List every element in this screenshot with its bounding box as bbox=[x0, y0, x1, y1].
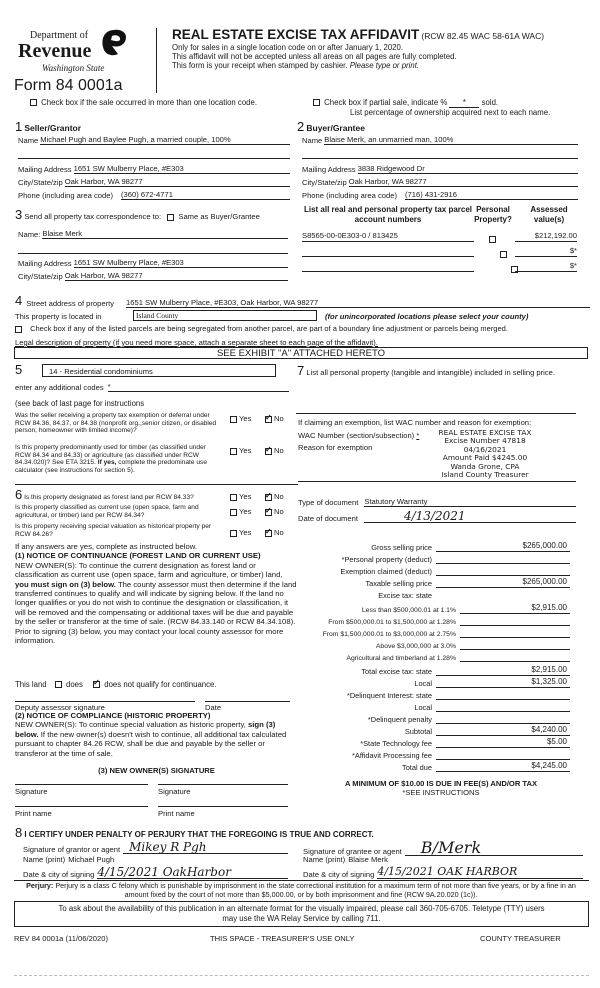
owner-print-label-1: Print name bbox=[15, 809, 52, 818]
treasurer-use-only: THIS SPACE - TREASURER'S USE ONLY bbox=[210, 934, 355, 943]
s5-q1-no-label: No bbox=[274, 414, 284, 423]
grantee-signature-field[interactable]: B/Merk bbox=[405, 841, 583, 856]
logo-line2: Revenue bbox=[18, 40, 92, 62]
notice1-text-b: The county assessor must then determine if the land transferred continues to qualify and will indicate by signing below. If the land no longer qualifies or you do not wish to continue the designation or classification, it will be removed and the compensating or additional taxes will be due and payable by the seller or transferor at the time of sale. (RCW 84.33.140 or RCW 84.34.108). Prior to signing (3) below, you may contact your local county assessor for more information. bbox=[15, 579, 297, 646]
grantor-date-field[interactable]: 4/15/2021 OakHarbor bbox=[97, 866, 288, 879]
same-as-buyer-label: Same as Buyer/Grantee bbox=[178, 212, 260, 221]
land-does-label: does bbox=[65, 680, 83, 689]
s6-q1-no-checkbox[interactable] bbox=[265, 494, 272, 501]
land-does-checkbox[interactable] bbox=[55, 681, 62, 688]
section-2-number: 2 bbox=[297, 119, 305, 134]
land-does-not-checkbox[interactable] bbox=[93, 681, 100, 688]
tax-label-delinq-local: Local bbox=[414, 703, 432, 712]
tax-value-delinq-penalty[interactable] bbox=[436, 713, 570, 724]
tax-value-exemption[interactable] bbox=[436, 565, 570, 576]
buyer-name-field[interactable]: Blaise Merk, an unmarried man, 100% bbox=[324, 135, 578, 145]
seller-name-field[interactable]: Michael Pugh and Baylee Pugh, a married couple, 100% bbox=[40, 135, 290, 145]
tax-label-bracket1: Less than $500,000.01 at 1.1% bbox=[361, 607, 456, 614]
section-6-number: 6 bbox=[15, 487, 23, 502]
partial-sale-percent-field[interactable]: * bbox=[449, 98, 479, 108]
seller-city-label: City/State/zip bbox=[18, 178, 63, 187]
header-sub3: This form is your receipt when stamped by cashier. bbox=[172, 61, 348, 70]
personal-property-list-label: List all personal property (tangible and intangible) included in selling price. bbox=[306, 368, 555, 377]
stamp-line-1: Excise Number 47818 bbox=[444, 436, 526, 446]
owner-signature-line-2[interactable] bbox=[158, 784, 288, 785]
tax-value-processing-fee[interactable] bbox=[436, 749, 570, 760]
grantor-name-label: Name (print) bbox=[23, 855, 66, 864]
notice2-text-b: If the new owner(s) doesn't wish to continue, all additional tax calculated pursuant to chapter 84.26 RCW, shall be due and payable by the seller or transferor at the time of sale. bbox=[15, 729, 287, 758]
multi-location-label: Check box if the sale occurred in more than one location code. bbox=[41, 98, 258, 107]
s6-q1-yes-checkbox[interactable] bbox=[230, 494, 237, 501]
corr-name-field[interactable]: Blaise Merk bbox=[42, 229, 288, 239]
wac-number-label: WAC Number (section/subsection) bbox=[298, 431, 415, 440]
tax-value-delinq-state[interactable] bbox=[436, 689, 570, 700]
tax-value-tech-fee[interactable]: $5.00 bbox=[436, 737, 570, 748]
s5-q2-bold: If yes, bbox=[97, 459, 117, 467]
s5-q2-no-label: No bbox=[274, 446, 284, 455]
buyer-city-field[interactable]: Oak Harbor, WA 98277 bbox=[349, 177, 578, 187]
alt-format-box: To ask about the availability of this publication in an alternate format for the visually impaired, please call 360-705-6705. Teletype (TTY) users may use the WA Relay Service by calling 711. bbox=[14, 901, 589, 927]
personal-property-checkbox-0[interactable] bbox=[489, 236, 496, 243]
tax-value-total-due[interactable]: $4,245.00 bbox=[436, 761, 570, 772]
s6-q2-no-checkbox[interactable] bbox=[265, 509, 272, 516]
land-does-not-label: does not qualify for continuance. bbox=[104, 680, 217, 689]
owner-print-label-2: Print name bbox=[158, 809, 195, 818]
certify-statement: I CERTIFY UNDER PENALTY OF PERJURY THAT THE FOREGOING IS TRUE AND CORRECT. bbox=[24, 830, 374, 839]
s6-q1-yes-label: Yes bbox=[239, 492, 252, 501]
assessed-value-1[interactable]: $* bbox=[515, 246, 577, 257]
notice1-text-a: NEW OWNER(S): To continue the current designation as forest land or classification as current use (open space, farm and agriculture, or timber) land, bbox=[15, 560, 283, 580]
partial-sale-suffix: sold. bbox=[481, 98, 499, 107]
county-treasurer: COUNTY TREASURER bbox=[480, 934, 561, 943]
buyer-heading: Buyer/Grantee bbox=[306, 123, 365, 133]
stamp-line-4: Wanda Grone, CPA bbox=[450, 461, 520, 471]
section-5-number: 5 bbox=[15, 362, 23, 377]
notice3-title: (3) NEW OWNER(S) SIGNATURE bbox=[98, 766, 215, 775]
dor-logo bbox=[18, 28, 133, 83]
doc-type-label: Type of document bbox=[298, 498, 359, 507]
form-title-ref: (RCW 82.45 WAC 58-61A WAC) bbox=[421, 31, 545, 41]
s6-q2-no-label: No bbox=[274, 507, 284, 516]
s5-q1-text: Was the seller receiving a property tax exemption or deferral under RCW 84.36, 84.37, or 84.38 (nonprofit org.,senior citizen, or disabled person, homeowner with limited income)? bbox=[15, 412, 217, 435]
notice1-bold: you must sign on (3) below. bbox=[15, 579, 116, 589]
s6-q2-yes-label: Yes bbox=[239, 507, 252, 516]
corr-mail-label: Mailing Address bbox=[18, 259, 72, 268]
grantor-signature-field[interactable]: Mikey R Pgh bbox=[123, 841, 288, 854]
land-use-code-select[interactable]: 14 - Residential condominiums bbox=[42, 364, 276, 377]
s7-divider bbox=[296, 413, 576, 414]
legal-description-field[interactable]: SEE EXHIBIT "A" ATTACHED HERETO bbox=[14, 347, 588, 359]
deputy-date-line[interactable] bbox=[205, 701, 290, 702]
ownership-note: List percentage of ownership acquired next to each name. bbox=[350, 108, 551, 117]
tax-label-tech-fee: *State Technology fee bbox=[360, 739, 432, 748]
grantee-date-label: Date & city of signing bbox=[303, 870, 375, 879]
wac-number-field[interactable]: * bbox=[416, 431, 420, 440]
section-7-number: 7 bbox=[297, 363, 305, 378]
county-select[interactable]: Island County bbox=[133, 310, 317, 321]
header-divider bbox=[156, 28, 157, 93]
tax-label-taxable: Taxable selling price bbox=[365, 579, 432, 588]
parcel-col-accounts: List all real and personal property tax parcel account numbers bbox=[303, 205, 473, 224]
buyer-mail-label: Mailing Address bbox=[302, 165, 356, 174]
owner-print-line-2[interactable] bbox=[158, 806, 288, 807]
grantee-signature-label: Signature of grantee or agent bbox=[303, 847, 402, 856]
tax-label-delinq-state: *Delinquent Interest: state bbox=[346, 691, 432, 700]
s6-q2-text: Is this property classified as current use (open space, farm and agricultural, or timber) land per RCW 84.34? bbox=[15, 504, 199, 519]
tax-label-personal: *Personal property (deduct) bbox=[341, 555, 432, 564]
owner-print-line-1[interactable] bbox=[15, 806, 148, 807]
s5-q2-yes-label: Yes bbox=[239, 446, 252, 455]
corr-mail-field[interactable]: 1651 SW Mulberry Place, #E303 bbox=[74, 258, 288, 268]
corr-city-label: City/State/zip bbox=[18, 272, 63, 281]
perjury-text: Perjury is a class C felony which is punishable by imprisonment in the state correctional institution for a maximum term of not more than five years, or by a fine in an amount fixed by the court of not more than $5,000.00, or by both imprisonment and fine (RCW 9A.20.020 (1c)). bbox=[55, 881, 576, 899]
tax-value-agricultural[interactable] bbox=[460, 651, 570, 662]
tax-value-bracket4[interactable] bbox=[460, 639, 570, 650]
stamp-line-3: Amount Paid $4245.00 bbox=[442, 453, 528, 463]
owner-signature-label-1: Signature bbox=[15, 787, 48, 796]
s5-q2-tail: complete the predominate use calculator (see instructions for section 5). bbox=[15, 459, 208, 474]
stamp-line-0: REAL ESTATE EXCISE TAX bbox=[438, 428, 532, 437]
stamp-line-2: 04/16/2021 bbox=[463, 444, 507, 454]
seller-phone-field[interactable]: (360) 672-4771 bbox=[121, 190, 290, 200]
section-1-number: 1 bbox=[15, 119, 23, 134]
tax-label-gross: Gross selling price bbox=[371, 543, 432, 552]
same-as-buyer-checkbox[interactable] bbox=[167, 214, 174, 221]
exemption-reason-label: Reason for exemption bbox=[298, 443, 373, 452]
s5-q1-yes-label: Yes bbox=[239, 414, 252, 423]
tax-label-exemption: Exemption claimed (deduct) bbox=[340, 567, 432, 576]
buyer-phone-label: Phone (including area code) bbox=[302, 191, 397, 200]
corr-name-label: Name: bbox=[18, 230, 41, 239]
this-land-label: This land bbox=[15, 680, 47, 689]
owner-signature-line-1[interactable] bbox=[15, 784, 148, 785]
parcel-account-1[interactable] bbox=[302, 246, 474, 257]
tax-value-subtotal[interactable]: $4,240.00 bbox=[436, 725, 570, 736]
doc-date-field[interactable]: 4/13/2021 bbox=[364, 510, 576, 523]
tax-value-delinq-local[interactable] bbox=[436, 701, 570, 712]
notice1-title: (1) NOTICE OF CONTINUANCE (FOREST LAND OR CURRENT USE) bbox=[15, 551, 261, 561]
dor-swirl-icon bbox=[98, 28, 130, 58]
if-any-yes: If any answers are yes, complete as instructed below. bbox=[15, 542, 198, 551]
assessed-value-2[interactable]: $* bbox=[515, 261, 577, 272]
grantor-name-field[interactable]: Michael Pugh bbox=[68, 855, 115, 864]
header-sub1: Only for sales in a single location code on or after January 1, 2020. bbox=[172, 43, 404, 52]
s6-q3-yes-checkbox[interactable] bbox=[230, 530, 237, 537]
tax-value-bracket3[interactable] bbox=[460, 627, 570, 638]
s6-q3-yes-label: Yes bbox=[239, 528, 252, 537]
stamp-line-5: Island County Treasurer bbox=[441, 470, 529, 480]
logo-line3: Washington State bbox=[42, 63, 105, 73]
grantor-signature-label: Signature of grantor or agent bbox=[23, 845, 121, 854]
tax-label-total-state: Total excise tax: state bbox=[361, 667, 432, 676]
street-address-field[interactable]: 1651 SW Mulberry Place, #E303, Oak Harbor, WA 98277 bbox=[126, 298, 590, 308]
tax-value-total-state[interactable]: $2,915.00 bbox=[436, 665, 570, 676]
tax-label-delinq-penalty: *Delinquent penalty bbox=[367, 715, 432, 724]
tax-value-taxable[interactable]: $265,000.00 bbox=[436, 577, 570, 588]
tax-value-bracket1[interactable]: $2,915.00 bbox=[460, 603, 570, 614]
logo-line1: Department of bbox=[30, 30, 89, 41]
notice2-text-a: NEW OWNER(S): To continue special valuation as historic property, bbox=[15, 720, 246, 730]
s5-divider bbox=[15, 484, 298, 485]
grantee-date-field[interactable]: 4/15/2021 OAK HARBOR bbox=[377, 866, 583, 879]
located-label: This property is located in bbox=[15, 312, 102, 321]
segregated-label: Check box if any of the listed parcels are being segregated from another parcel, are part of a boundary line adjustment or parcels being merged. bbox=[30, 324, 508, 333]
correspondence-label: Send all property tax correspondence to: bbox=[24, 212, 162, 221]
exemption-label: If claiming an exemption, list WAC number and reason for exemption: bbox=[298, 418, 532, 427]
tax-value-bracket2[interactable] bbox=[460, 615, 570, 626]
treasurer-space-box bbox=[14, 975, 589, 988]
legal-description-label: Legal description of property (if you need more space, attach a separate sheet to each page of the affidavit). bbox=[15, 338, 378, 347]
s5-q2-yes-checkbox[interactable] bbox=[230, 448, 237, 455]
additional-codes-field[interactable]: * bbox=[108, 382, 289, 392]
seller-mail-label: Mailing Address bbox=[18, 165, 72, 174]
owner-signature-label-2: Signature bbox=[158, 787, 191, 796]
see-back-note: (see back of last page for instructions bbox=[15, 399, 145, 408]
buyer-phone-field[interactable]: (716) 431-2916 bbox=[405, 190, 578, 200]
seller-name-label: Name bbox=[18, 136, 39, 145]
seller-name-line2[interactable] bbox=[18, 158, 290, 159]
buyer-mail-field[interactable]: 3838 Ridgewood Dr bbox=[358, 164, 578, 174]
see-instructions-note: *SEE INSTRUCTIONS bbox=[402, 788, 480, 797]
parcel-account-0[interactable]: S8565-00-0E303-0 / 813425 bbox=[302, 231, 474, 242]
corr-city-field[interactable]: Oak Harbor, WA 98277 bbox=[65, 271, 288, 281]
tax-label-agricultural: Agricultural and timberland at 1.28% bbox=[346, 655, 456, 662]
assessed-value-0[interactable]: $212,192.00 bbox=[515, 231, 577, 242]
seller-mail-field[interactable]: 1651 SW Mulberry Place, #E303 bbox=[74, 164, 290, 174]
personal-property-checkbox-1[interactable] bbox=[500, 251, 507, 258]
tax-label-bracket2: From $500,000.01 to $1,500,000 at 1.28% bbox=[328, 619, 456, 626]
corr-name-line2[interactable] bbox=[18, 253, 288, 254]
tax-value-local[interactable]: $1,325.00 bbox=[436, 677, 570, 688]
multi-location-checkbox[interactable] bbox=[30, 99, 37, 106]
header-sub2: This affidavit will not be accepted unless all areas on all pages are fully completed. bbox=[172, 52, 457, 61]
s6-q3-no-label: No bbox=[274, 528, 284, 537]
grantor-date-label: Date & city of signing bbox=[23, 870, 95, 879]
deputy-date-label: Date bbox=[205, 703, 222, 712]
additional-codes-label: enter any additional codes bbox=[15, 383, 104, 392]
buyer-city-label: City/State/zip bbox=[302, 178, 347, 187]
s6-q1-text: Is this property designated as forest land per RCW 84.33? bbox=[24, 494, 194, 501]
parcel-col-personal: Personal Property? bbox=[474, 205, 512, 224]
minimum-due-note: A MINIMUM OF $10.00 IS DUE IN FEE(S) AND/OR TAX bbox=[344, 779, 538, 788]
s6-q1-no-label: No bbox=[274, 492, 284, 501]
buyer-name-line2[interactable] bbox=[302, 158, 578, 159]
street-address-label: Street address of property bbox=[26, 299, 115, 308]
section-8-number: 8 bbox=[15, 825, 23, 840]
tax-value-gross[interactable]: $265,000.00 bbox=[436, 541, 570, 552]
seller-phone-label: Phone (including area code) bbox=[18, 191, 113, 200]
s5-q1-yes-checkbox[interactable] bbox=[230, 416, 237, 423]
tax-label-total-due: Total due bbox=[402, 763, 432, 772]
form-revision: REV 84 0001a (11/06/2020) bbox=[14, 934, 109, 943]
doc-type-field[interactable]: Statutory Warranty bbox=[364, 497, 576, 507]
section-3-number: 3 bbox=[15, 207, 23, 222]
tax-label-processing-fee: *Affidavit Processing fee bbox=[352, 751, 432, 760]
section-4-number: 4 bbox=[15, 293, 23, 308]
seller-city-field[interactable]: Oak Harbor, WA 98277 bbox=[65, 177, 290, 187]
tax-label-excise-state: Excise tax: state bbox=[378, 591, 432, 600]
seller-heading: Seller/Grantor bbox=[24, 123, 82, 133]
tax-label-bracket3: From $1,500,000.01 to $3,000,000 at 2.75% bbox=[322, 631, 456, 638]
s5-q2-text: Is this property predominantly used for timber (as classified under RCW 84.34 and 84.33) or agriculture (as classified under RCW 84.34.020)? See ETA 3215. bbox=[15, 444, 206, 467]
doc-date-label: Date of document bbox=[298, 514, 358, 523]
s5-q1-no-checkbox[interactable] bbox=[265, 416, 272, 423]
perjury-bold: Perjury: bbox=[26, 881, 54, 890]
s6-q3-text: Is this property receiving special valuation as historical property per RCW 84.26? bbox=[15, 523, 212, 538]
parcel-col-value: Assessed value(s) bbox=[530, 205, 568, 224]
s5-q2-no-checkbox[interactable] bbox=[265, 448, 272, 455]
deputy-signature-line[interactable] bbox=[15, 701, 195, 702]
partial-sale-checkbox[interactable] bbox=[313, 99, 320, 106]
s6-q3-no-checkbox[interactable] bbox=[265, 530, 272, 537]
segregated-checkbox[interactable] bbox=[15, 326, 22, 333]
notice2-bold: sign (3) below. bbox=[15, 720, 276, 739]
grantee-name-label: Name (print) bbox=[303, 855, 346, 864]
buyer-name-label: Name bbox=[302, 136, 323, 145]
form-number: Form 84 0001a bbox=[14, 77, 123, 94]
s6-q2-yes-checkbox[interactable] bbox=[230, 509, 237, 516]
tax-value-personal[interactable] bbox=[436, 553, 570, 564]
county-note: (for unincorporated locations please select your county) bbox=[325, 312, 529, 321]
deputy-signature-label: Deputy assessor signature bbox=[15, 703, 105, 712]
parcel-account-2[interactable] bbox=[302, 261, 474, 272]
treasurer-stamp bbox=[410, 429, 560, 479]
exemption-reason-line[interactable] bbox=[298, 481, 576, 482]
tax-label-local: Local bbox=[414, 679, 432, 688]
header-sub3-italic: Please type or print. bbox=[349, 61, 420, 70]
grantee-name-field[interactable]: Blaise Merk bbox=[348, 855, 388, 864]
tax-label-subtotal: Subtotal bbox=[404, 727, 432, 736]
form-title: REAL ESTATE EXCISE TAX AFFIDAVIT bbox=[172, 27, 420, 42]
notice2-title: (2) NOTICE OF COMPLIANCE (HISTORIC PROPERTY) bbox=[15, 711, 211, 720]
partial-sale-label: Check box if partial sale, indicate % bbox=[324, 98, 448, 107]
tax-label-bracket4: Above $3,000,000 at 3.0% bbox=[375, 643, 456, 650]
